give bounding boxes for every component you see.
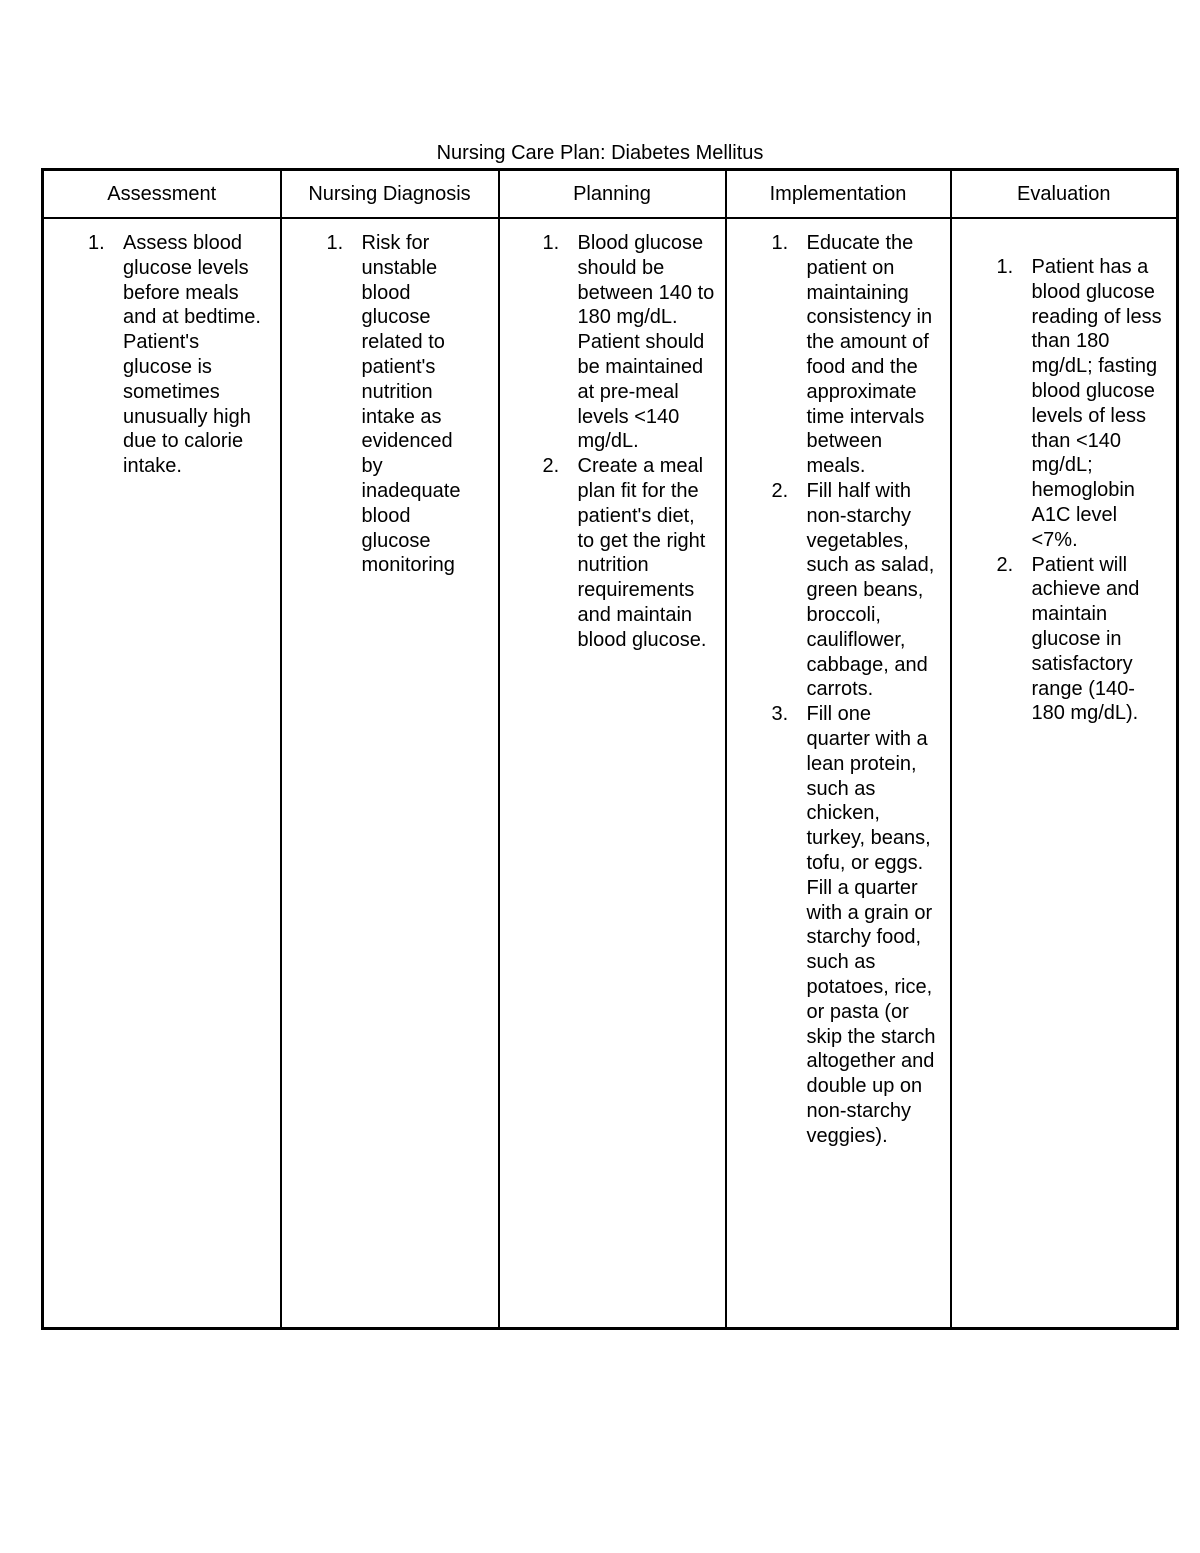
list-item [500,454,725,652]
diagnosis-cell [281,218,499,1329]
list-item [952,255,1177,553]
header-implementation: Implementation [726,170,951,219]
care-plan-table [41,168,1179,1330]
page-title: Nursing Care Plan: Diabetes Mellitus [436,142,764,164]
item-number: 1. [88,232,105,254]
list-item [500,231,725,454]
planning-list [500,219,725,653]
item-number: 1. [542,232,560,254]
content-row [43,218,1178,1329]
list-item [282,231,498,578]
item-text: Risk for unstable blood glucose related to patient's nutrition intake as evidenced by inadequate blood glucose monitoring [361,232,461,577]
header-planning: Planning [499,170,726,219]
evaluation-cell [951,218,1178,1329]
item-text: Assess blood glucose levels before meals and at bedtime. Patient's glucose is sometimes unusually high due to calorie intake. [123,232,261,478]
item-text: Educate the patient on maintaining consistency in the amount of food and the approximate time intervals between meals. [806,232,933,478]
item-text: Create a meal plan fit for the patient's diet, to get the right nutrition requirements and maintain blood glucose. [577,455,707,651]
item-number: 1. [996,256,1014,278]
item-number: 2. [542,455,560,478]
assessment-cell [43,218,281,1329]
item-number: 3. [771,703,789,726]
list-item [727,702,950,1148]
list-item [727,479,950,702]
item-number: 1. [326,232,344,254]
header-evaluation: Evaluation [951,170,1178,219]
assessment-list [44,219,280,479]
implementation-list [727,219,950,1148]
item-number: 2. [996,553,1014,576]
item-number: 2. [771,479,789,502]
item-number: 1. [771,232,789,254]
planning-cell [499,218,726,1329]
evaluation-list [952,219,1177,726]
item-text: Fill half with non-starchy vegetables, such as salad, green beans, broccoli, cauliflower, cabbage, and carrots. [806,479,935,701]
list-item [44,231,280,479]
list-item [727,231,950,479]
implementation-cell [726,218,951,1329]
header-nursing-diagnosis: Nursing Diagnosis [281,170,499,219]
list-item [952,553,1177,727]
header-assessment: Assessment [43,170,281,219]
item-text: Patient will achieve and maintain glucose in satisfactory range (140-180 mg/dL). [1031,553,1140,725]
diagnosis-list [282,219,498,578]
item-text: Patient has a blood glucose reading of less than 180 mg/dL; fasting blood glucose levels of less than <140 mg/dL; hemoglobin A1C level <7%. [1031,256,1162,551]
item-text: Blood glucose should be between 140 to 180 mg/dL. Patient should be maintained at pre-meal levels <140 mg/dL. [577,232,715,453]
item-text: Fill one quarter with a lean protein, such as chicken, turkey, beans, tofu, or eggs. Fill a quarter with a grain or starchy food, such as potatoes, rice, or pasta (or skip the starch altogether and double up on non-starchy veggies). [806,703,936,1147]
header-row [43,170,1178,219]
